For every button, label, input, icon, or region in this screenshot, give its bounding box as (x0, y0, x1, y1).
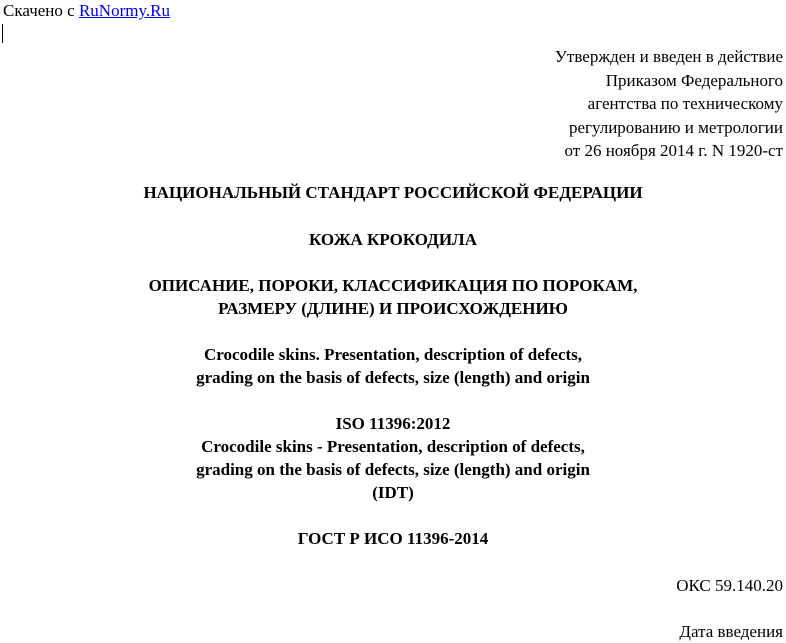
iso-line: (IDT) (372, 483, 414, 502)
document-subtitle (0, 274, 786, 320)
source-link[interactable]: RuNormy.Ru (78, 1, 170, 20)
source-line (3, 1, 170, 21)
approval-line: агентства по техническому (587, 94, 783, 113)
approval-line: регулированию и метрологии (568, 117, 783, 137)
intro-date-label: Дата введения (679, 622, 783, 641)
iso-line: grading on the basis of defects, size (length) and origin (196, 460, 590, 479)
approval-line: Утвержден и введен в действие (554, 47, 783, 66)
national-standard-title: НАЦИОНАЛЬНЫЙ СТАНДАРТ РОССИЙСКОЙ ФЕДЕРАЦИИ (143, 183, 643, 202)
text-cursor (2, 24, 3, 43)
english-title (0, 343, 786, 389)
source-prefix: Скачено с (3, 1, 75, 20)
oks-code: ОКС 59.140.20 (676, 576, 783, 595)
english-title-line: grading on the basis of defects, size (length) and origin (196, 368, 590, 387)
iso-line: ISO 11396:2012 (335, 414, 451, 433)
subtitle-line: ОПИСАНИЕ, ПОРОКИ, КЛАССИФИКАЦИЯ ПО ПОРОКАМ, (148, 276, 638, 295)
approval-block (383, 45, 783, 163)
subtitle-line: РАЗМЕРУ (ДЛИНЕ) И ПРОИСХОЖДЕНИЮ (218, 299, 568, 318)
approval-line: от 26 ноября 2014 г. N 1920-ст (564, 141, 783, 160)
approval-line: Приказом Федерального (605, 70, 783, 90)
document-title: КОЖА КРОКОДИЛА (308, 230, 478, 249)
english-title-line: Crocodile skins. Presentation, description of defects, (203, 345, 583, 364)
iso-reference (0, 412, 786, 504)
iso-line: Crocodile skins - Presentation, description of defects, (201, 437, 585, 456)
gost-number: ГОСТ Р ИСО 11396-2014 (297, 529, 489, 548)
